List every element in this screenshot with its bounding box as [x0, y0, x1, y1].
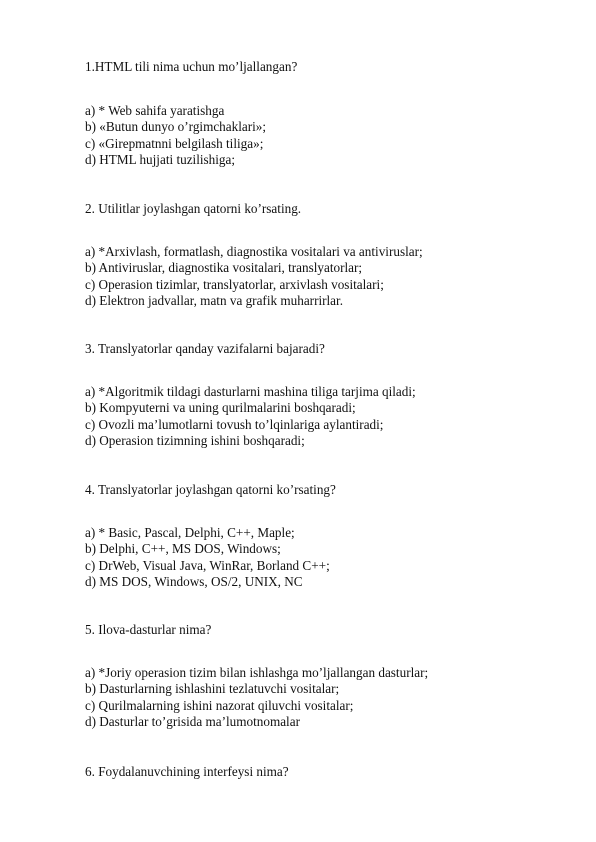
- answer-option-c: c) «Girepmatnni belgilash tiliga»;: [85, 135, 264, 151]
- question-5: 5. Ilova-dasturlar nima?: [85, 622, 212, 637]
- answer-option-b: b) Kompyuterni va uning qurilmalarini boshqaradi;: [85, 400, 356, 416]
- question-2: 2. Utilitlar joylashgan qatorni ko’rsating.: [85, 201, 302, 216]
- answer-option-a: a) * Basic, Pascal, Delphi, C++, Maple;: [85, 525, 295, 540]
- answer-option-d: d) Dasturlar to’grisida ma’lumotnomalar: [85, 713, 300, 729]
- answer-list-2: [85, 244, 423, 309]
- answer-option-d: d) Operasion tizimning ishini boshqaradi;: [85, 432, 305, 448]
- answer-option-d: d) HTML hujjati tuzilishiga;: [85, 151, 236, 167]
- answer-list-4: [85, 525, 330, 590]
- answer-option-a: a) * Web sahifa yaratishga: [85, 103, 225, 118]
- question-3: 3. Translyatorlar qanday vazifalarni bajaradi?: [85, 341, 325, 356]
- answer-list-3: [85, 384, 416, 449]
- answer-option-a: a) *Arxivlash, formatlash, diagnostika vositalari va antiviruslar;: [85, 244, 423, 259]
- answer-option-b: b) «Butun dunyo o’rgimchaklari»;: [85, 119, 267, 135]
- answer-list-1: [85, 103, 266, 168]
- answer-option-c: c) Qurilmalarning ishini nazorat qiluvchi vositalar;: [85, 697, 354, 713]
- answer-option-b: b) Delphi, C++, MS DOS, Windows;: [85, 541, 281, 557]
- question-6: 6. Foydalanuvchining interfeysi nima?: [85, 764, 289, 779]
- answer-list-5: [85, 665, 428, 730]
- answer-option-b: b) Antiviruslar, diagnostika vositalari, translyatorlar;: [85, 260, 363, 276]
- answer-option-a: a) *Joriy operasion tizim bilan ishlashga mo’ljallangan dasturlar;: [85, 665, 429, 680]
- answer-option-d: d) Elektron jadvallar, matn va grafik muharrirlar.: [85, 292, 343, 308]
- answer-option-c: c) Ovozli ma’lumotlarni tovush to’lqinlariga aylantiradi;: [85, 416, 384, 432]
- question-1: 1.HTML tili nima uchun mo’ljallangan?: [85, 59, 298, 74]
- answer-option-c: c) Operasion tizimlar, translyatorlar, arxivlash vositalari;: [85, 276, 384, 292]
- answer-option-a: a) *Algoritmik tildagi dasturlarni mashina tiliga tarjima qiladi;: [85, 384, 416, 399]
- question-4: 4. Translyatorlar joylashgan qatorni ko’rsating?: [85, 482, 336, 497]
- answer-option-c: c) DrWeb, Visual Java, WinRar, Borland C++;: [85, 557, 330, 573]
- answer-option-b: b) Dasturlarning ishlashini tezlatuvchi vositalar;: [85, 681, 340, 697]
- answer-option-d: d) MS DOS, Windows, OS/2, UNIX, NC: [85, 573, 303, 589]
